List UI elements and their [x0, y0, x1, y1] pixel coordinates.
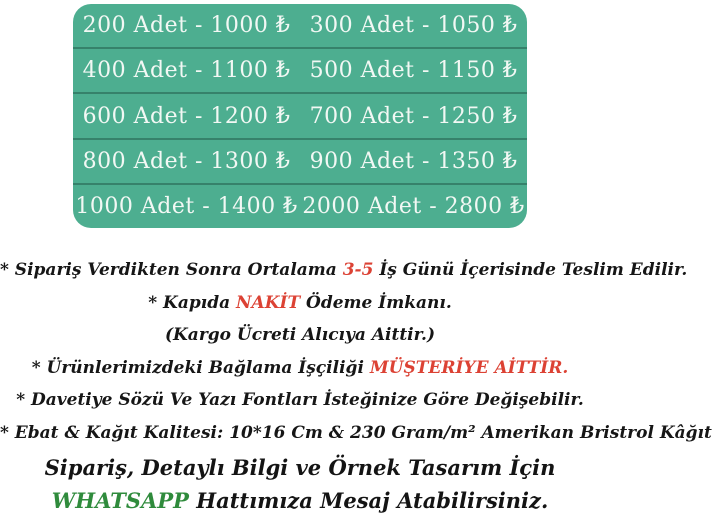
table-row [73, 92, 527, 137]
price-cell: 700 Adet - 1250 ₺ [309, 103, 518, 129]
table-row [73, 4, 527, 47]
price-table [73, 4, 527, 228]
price-cell: 1000 Adet - 1400 ₺ [75, 193, 298, 219]
delivery-days-highlight: 3-5 [342, 260, 374, 280]
note-text: * Kapıda [148, 292, 237, 313]
price-cell: 400 Adet - 1100 ₺ [82, 58, 291, 84]
table-row [73, 47, 527, 92]
price-cell: 600 Adet - 1200 ₺ [82, 103, 291, 129]
price-cell: 2000 Adet - 2800 ₺ [302, 193, 525, 219]
price-cell: 800 Adet - 1300 ₺ [82, 148, 291, 174]
note-payment [0, 287, 600, 320]
note-text: * Sipariş Verdikten Sonra Ortalama [0, 260, 343, 280]
note-delivery [0, 254, 688, 287]
note-shipping: (Kargo Ücreti Alıcıya Aittir.) [164, 325, 435, 345]
price-cell: 500 Adet - 1150 ₺ [309, 58, 518, 84]
table-row [73, 183, 527, 228]
whatsapp-highlight: WHATSAPP [51, 488, 189, 513]
note-labor [0, 352, 600, 385]
note-text: Ödeme İmkanı. [300, 292, 452, 313]
note-fonts: * Davetiye Sözü Ve Yazı Fontları İsteğinize Göre Değişebilir. [16, 390, 584, 410]
price-cell: 200 Adet - 1000 ₺ [82, 13, 291, 39]
footer-contact-whatsapp [0, 484, 600, 517]
customer-highlight: MÜŞTERİYE AİTTİR. [369, 357, 569, 378]
notes-section [0, 254, 712, 449]
note-size: * Ebat & Kağıt Kalitesi: 10*16 Cm & 230 Gram/m² Amerikan Bristrol Kâğıt [0, 422, 712, 443]
footer-text: Hattımıza Mesaj Atabilirsiniz. [188, 488, 549, 513]
note-text: * Ürünlerimizdeki Bağlama İşçiliği [31, 357, 370, 378]
footer-contact-intro: Sipariş, Detaylı Bilgi ve Örnek Tasarım İçin [44, 455, 556, 480]
table-row [73, 138, 527, 183]
cash-highlight: NAKİT [236, 292, 301, 313]
note-text: İş Günü İçerisinde Teslim Edilir. [373, 260, 688, 280]
price-cell: 300 Adet - 1050 ₺ [309, 13, 518, 39]
price-cell: 900 Adet - 1350 ₺ [309, 148, 518, 174]
footer-section [0, 451, 600, 517]
